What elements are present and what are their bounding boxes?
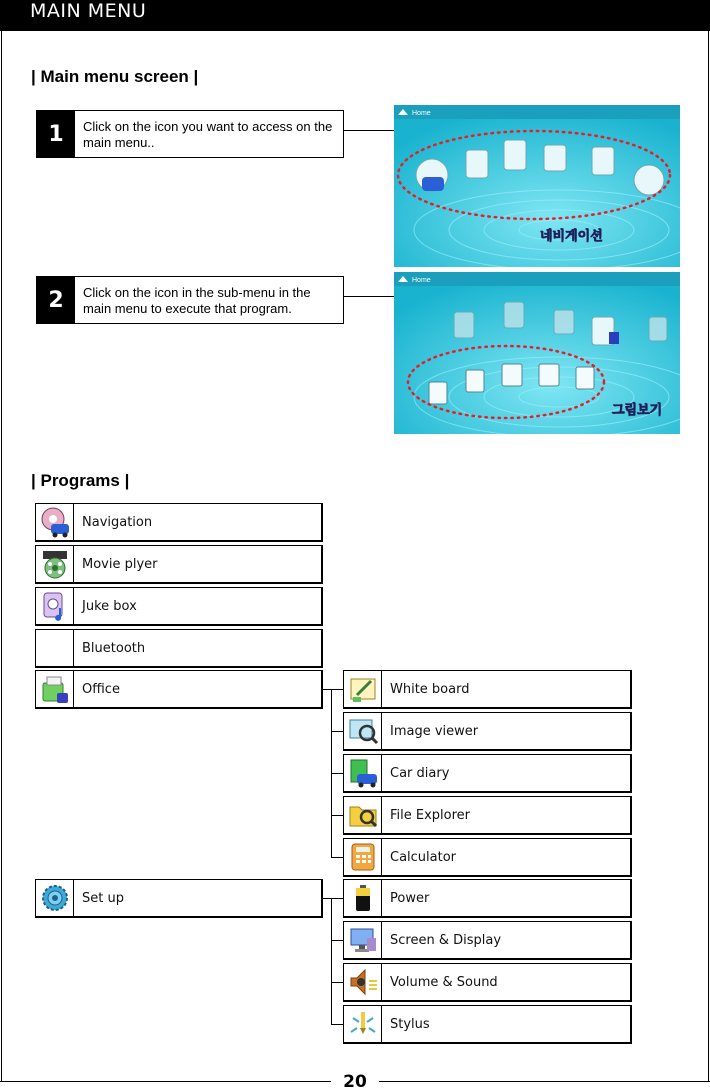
setup-icon [36,880,74,916]
office-sub-row-calculator [343,838,632,877]
setup-sub-row-screen-display [343,921,632,960]
office-sub-row-car-diary [343,754,632,793]
screen-2-caption: 그림보기 [612,403,663,418]
office-sub-row-file-explorer [343,796,632,835]
screen-1-home-label: Home [412,110,431,117]
sub-label: Screen & Display [390,933,502,948]
setup-tree-tick [331,898,343,899]
program-label: Juke box [82,599,137,614]
setup-sub-row-volume-sound [343,963,632,1002]
office-tree-tick [331,857,343,858]
movie-player-icon [36,546,74,582]
setup-tree-trunk [331,898,332,1025]
step-2-number: 2 [37,277,75,323]
main-menu-screenshot [394,105,680,267]
program-label: Movie plyer [82,557,158,572]
step-2-text: Click on the icon in the sub-menu in the main menu to execute that program. [83,285,311,316]
screen-1-caption: 네비게이션 [540,229,603,244]
step-1-box [36,110,344,158]
screen-display-icon [344,922,382,958]
office-tree-tick [331,731,343,732]
step-2-connector [344,296,394,297]
sub-label: Volume & Sound [390,975,498,990]
program-row-movie-player [35,545,323,584]
program-label: Bluetooth [82,641,146,656]
setup-tree-tick [331,982,343,983]
volume-sound-icon [344,964,382,1000]
bluetooth-icon-empty [36,630,74,666]
car-diary-icon [344,755,382,791]
submenu-screenshot [394,272,680,434]
sub-label: File Explorer [390,808,471,823]
whiteboard-icon [344,671,382,707]
power-icon [344,880,382,916]
program-row-jukebox [35,587,323,626]
sub-label: Car diary [390,766,450,781]
setup-sub-row-stylus [343,1005,632,1044]
office-sub-row-whiteboard [343,670,632,709]
main-menu-section-title: | Main menu screen | [31,67,199,86]
sub-label: Stylus [390,1017,430,1032]
step-1-number: 1 [37,111,75,157]
step-1-connector [344,130,394,131]
footer-rule-left [0,1081,331,1082]
program-row-bluetooth [35,629,323,668]
setup-tree-tick [331,1024,343,1025]
setup-sub-row-power [343,879,632,918]
setup-tree-tick [331,940,343,941]
page-number: 20 [331,1073,379,1091]
footer-rule-right [379,1081,710,1082]
image-viewer-icon [344,713,382,749]
program-label: Navigation [82,515,153,530]
office-tree-tick [331,815,343,816]
header-title: MAIN MENU [30,0,147,22]
jukebox-icon [36,588,74,624]
screen-2-home-label: Home [412,277,431,284]
stylus-icon [344,1006,382,1042]
sub-label: White board [390,682,470,697]
office-icon [36,671,74,707]
navigation-icon [36,504,74,540]
step-1-text: Click on the icon you want to access on the main menu.. [83,119,333,150]
sub-label: Calculator [390,850,457,865]
calculator-icon [344,839,382,875]
program-row-navigation [35,503,323,542]
programs-section-title: | Programs | [31,471,130,490]
program-row-setup [35,879,323,918]
program-row-office [35,670,323,709]
office-tree-tick [331,773,343,774]
sub-label: Image viewer [390,724,479,739]
office-tree-tick [331,689,343,690]
sub-label: Power [390,891,430,906]
program-label: Set up [82,891,124,906]
step-2-box [36,276,344,324]
file-explorer-icon [344,797,382,833]
header-bar [0,0,710,31]
office-sub-row-image-viewer [343,712,632,751]
program-label: Office [82,682,120,697]
